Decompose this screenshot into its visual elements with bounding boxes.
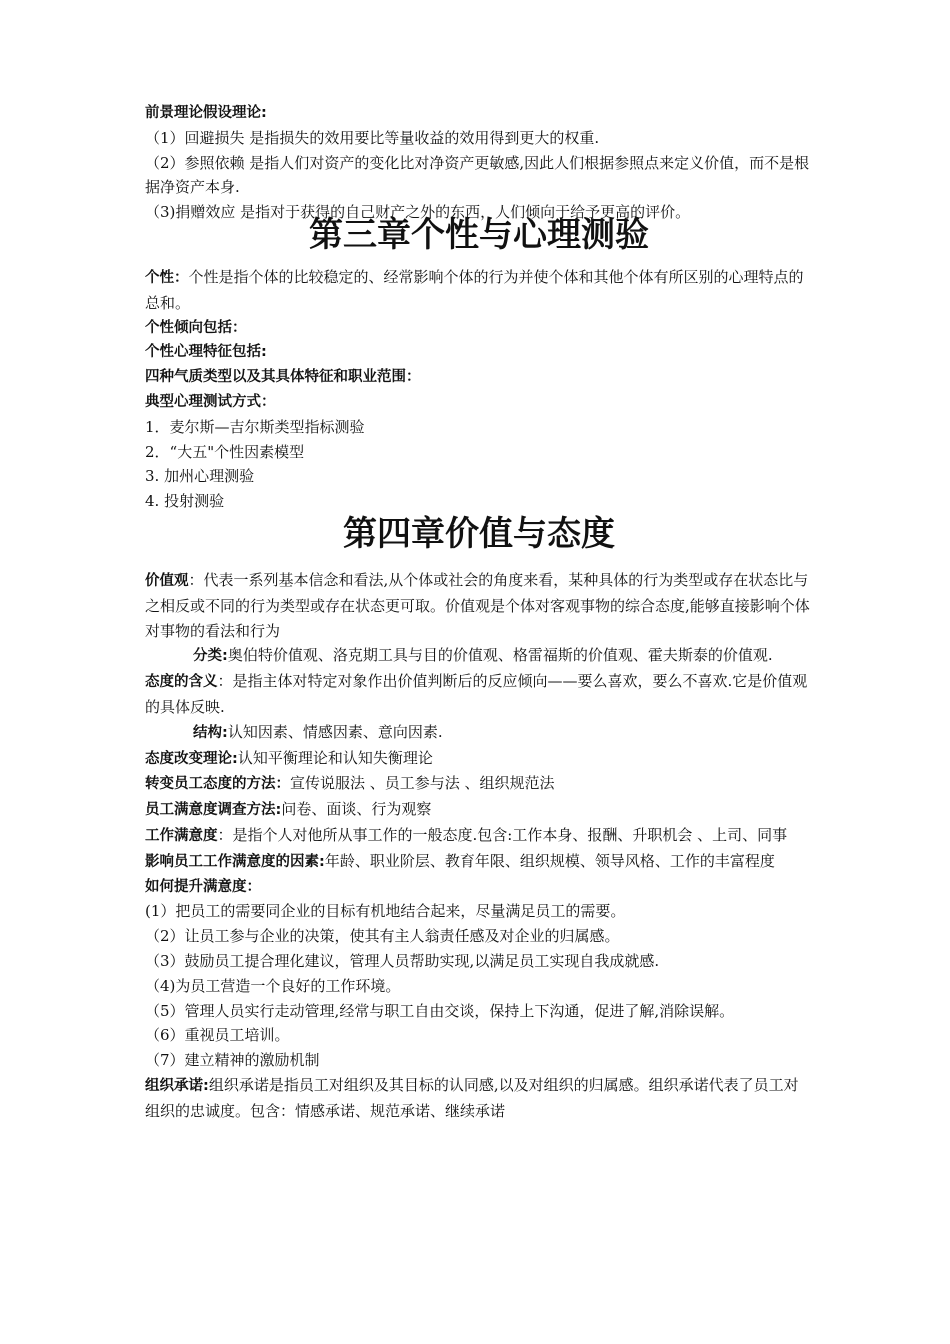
- tendency-heading: 个性倾向包括：: [145, 319, 247, 336]
- improve-item-6: （6）重视员工培训。: [145, 1026, 290, 1045]
- structure-text: 认知因素、情感因素、意向因素.: [227, 722, 443, 741]
- improve-item-4: （4)为员工营造一个良好的工作环境。: [145, 976, 401, 995]
- test-item-1: 1．麦尔斯—吉尔斯类型指标测验: [145, 417, 365, 436]
- improve-item-7: （7）建立精神的激励机制: [145, 1051, 320, 1070]
- test-item-2: 2．“大五"个性因素模型: [145, 442, 305, 461]
- personality-label: 个性：: [145, 269, 189, 286]
- methods-label: 转变员工态度的方法：: [145, 776, 290, 793]
- temperament-heading: 四种气质类型以及其具体特征和职业范围：: [145, 369, 421, 386]
- survey-text: 问卷、面谈、行为观察: [281, 800, 432, 819]
- values-label: 价值观: [145, 572, 189, 589]
- prospect-item-3: （3)捐赠效应 是指对于获得的自己财产之外的东西，人们倾向于给予更高的评价。: [145, 203, 691, 222]
- document-content: [145, 101, 813, 1123]
- attitude-definition: [145, 669, 813, 720]
- commitment-text: 组织承诺是指员工对组织及其目标的认同感,以及对组织的归属感。组织承诺代表了员工对组织的忠诚度。包含：情感承诺、规范承诺、继续承诺: [145, 1075, 799, 1120]
- test-item-3: 3. 加州心理测验: [145, 467, 255, 486]
- factors-label: 影响员工工作满意度的因素:: [145, 853, 325, 870]
- prospect-item-1: （1）回避损失 是指损失的效用要比等量收益的效用得到更大的权重.: [145, 128, 600, 147]
- change-label: 态度改变理论:: [145, 750, 238, 767]
- improve-item-1: (1）把员工的需要同企业的目标有机地结合起来，尽量满足员工的需要。: [145, 902, 626, 921]
- job-satisfaction: [145, 823, 813, 849]
- attitude-label: 态度的含义: [145, 674, 218, 691]
- values-classification: [145, 643, 813, 669]
- classification-text: 奥伯特价值观、洛克期工具与目的价值观、格雷福斯的价值观、霍夫斯泰的价值观.: [227, 646, 773, 665]
- attitude-text: ：是指主体对特定对象作出价值判断后的反应倾向——要么喜欢，要么不喜欢.它是价值观的具体反映.: [145, 672, 808, 716]
- attitude-change-theory: [145, 746, 813, 772]
- classification-label: 分类:: [193, 648, 228, 665]
- attitude-structure: [145, 720, 813, 746]
- attitude-methods: [145, 771, 813, 797]
- features-heading: 个性心理特征包括:: [145, 344, 267, 361]
- personality-text: 个性是指个体的比较稳定的、经常影响个体的行为并使个体和其他个体有所区别的心理特点的总和。: [145, 267, 804, 312]
- commitment-label: 组织承诺:: [145, 1077, 209, 1094]
- change-text: 认知平衡理论和认知失衡理论: [237, 748, 433, 767]
- personality-definition: [145, 265, 813, 316]
- prospect-item-2: （2）参照依赖 是指人们对资产的变化比对净资产更敏感,因此人们根据参照点来定义价值，而不是根据净资产本身.: [145, 153, 810, 197]
- chapter3-heading: 第三章个性与心理测验: [309, 214, 649, 255]
- organizational-commitment: [145, 1073, 813, 1124]
- satisfaction-factors: [145, 849, 813, 875]
- satisfaction-label: 工作满意度: [145, 827, 218, 844]
- improve-item-2: （2）让员工参与企业的决策，使其有主人翁责任感及对企业的归属感。: [145, 927, 620, 946]
- methods-text: 宣传说服法 、员工参与法 、组织规范法: [290, 774, 555, 793]
- satisfaction-text: ：是指个人对他所从事工作的一般态度.包含:工作本身、报酬、升职机会 、上司、同事: [217, 825, 788, 844]
- test-item-4: 4. 投射测验: [145, 492, 225, 511]
- survey-label: 员工满意度调查方法:: [145, 802, 282, 819]
- factors-text: 年龄、职业阶层、教育年限、组织规模、领导风格、工作的丰富程度: [324, 851, 775, 870]
- values-text: ：代表一系列基本信念和看法,从个体或社会的角度来看，某种具体的行为类型或存在状态比与之相反或不同的行为类型或存在状态更可取。价值观是个体对客观事物的综合态度,能够直接影响个体对事物的看法和行为: [145, 570, 810, 640]
- improve-title: 如何提升满意度：: [145, 878, 261, 895]
- improve-item-3: （3）鼓励员工提合理化建议，管理人员帮助实现,以满足员工实现自我成就感.: [145, 951, 660, 970]
- values-definition: [145, 568, 813, 643]
- prospect-title: 前景理论假设理论:: [145, 105, 267, 121]
- chapter4-heading: 第四章价值与态度: [343, 513, 615, 554]
- tests-title: 典型心理测试方式：: [145, 393, 276, 410]
- improve-item-5: （5）管理人员实行走动管理,经常与职工自由交谈，保持上下沟通，促进了解,消除误解。: [145, 1001, 735, 1020]
- survey-methods: [145, 797, 813, 823]
- structure-label: 结构:: [193, 724, 228, 741]
